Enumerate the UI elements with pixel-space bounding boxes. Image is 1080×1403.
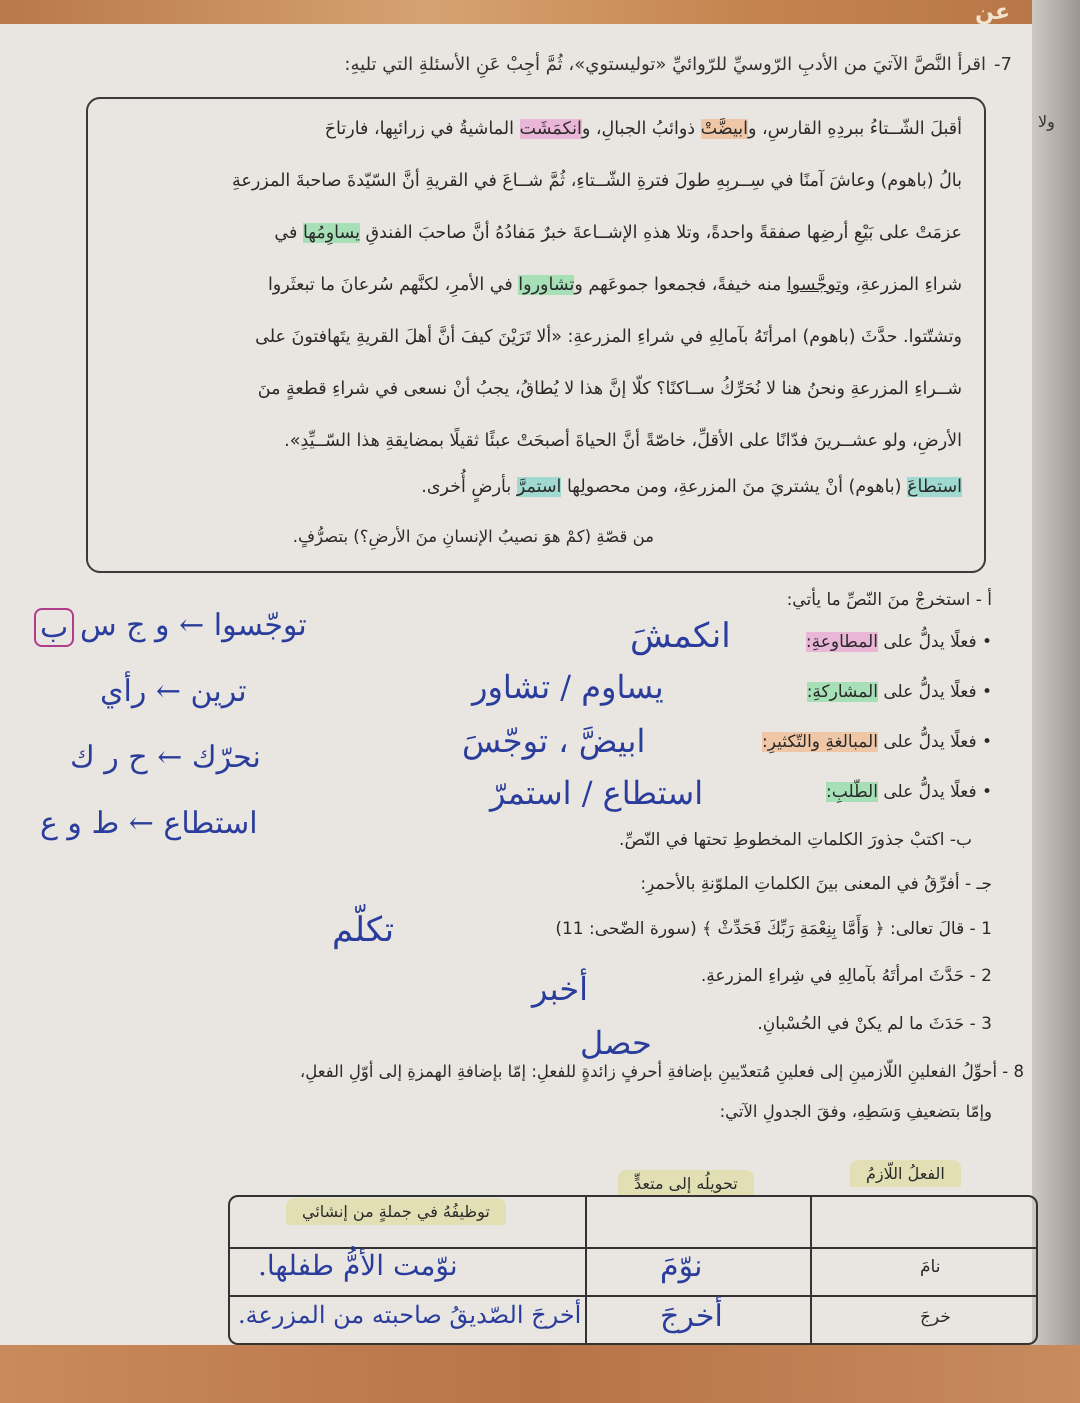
answer-b-4: استطاع ← ط و ع <box>40 806 258 841</box>
top-decorative-band <box>0 0 1080 24</box>
answer-c-3: حصل <box>580 1024 652 1062</box>
part-c-item-2: 2 - حَدَّثَ امرأتَهُ بآمالِهِ في شِراءِ المزرعةِ. <box>700 966 992 986</box>
part-a-key-4: الطّلبِ: <box>826 782 878 802</box>
table-divider <box>585 1197 587 1343</box>
part-a-prompt: أ - استخرجْ منَ النّصِّ ما يأتي: <box>786 590 992 610</box>
highlight-istataa: استطاعَ <box>907 477 962 497</box>
table-row-1-verb: نامَ <box>920 1257 941 1277</box>
part-a-item-2: • فعلًا يدلُّ على المشاركةِ: <box>806 682 992 702</box>
question-7-heading <box>344 54 1012 75</box>
answer-a-2: يساوم / تشاور <box>472 668 664 706</box>
passage-line-3: عزمَتْ على بَيْعِ أرضِها صفقةً واحدةً، وتلا هذهِ الإشــاعةَ خبرٌ مَفادُهُ أنَّ صاحبَ الفندقِ يساوِمُها في <box>274 223 962 243</box>
table-header-sentence: توظيفُهُ في جملةٍ من إنشائي <box>286 1198 506 1225</box>
reading-passage-box <box>86 97 986 573</box>
answer-b-block <box>34 608 74 647</box>
answer-a-4: استطاع / استمرّ <box>490 774 704 812</box>
table-header-transitive: تحويلُه إلى متعدٍّ <box>618 1170 754 1197</box>
part-b-tag: ب <box>34 608 74 647</box>
bottom-decorative-band <box>0 1345 1080 1403</box>
highlight-yusawimuha: يساوِمُها <box>302 223 360 243</box>
table-divider <box>230 1295 1036 1297</box>
answer-a-3: ابيضَّ ، توجّسَ <box>462 722 646 760</box>
table-row-2-verb: خرجَ <box>920 1307 951 1327</box>
passage-source: من قصّةِ (كمْ هوَ نصيبُ الإنسانِ منَ الأرضِ؟) بتصرُّفٍ. <box>292 527 654 546</box>
header-fragment: عن <box>975 0 1010 25</box>
part-a-item-4: • فعلًا يدلُّ على الطّلبِ: <box>826 782 992 802</box>
question-7-number: 7- <box>994 54 1012 75</box>
passage-line-1: أقبلَ الشّــتاءُ ببردِهِ القارسِ، وابيضَّتْ ذوائبُ الجبالِ، وانكمَشَت الماشيةُ في زرائبِها، فارتاحَ <box>324 119 962 139</box>
verb-transform-table <box>228 1195 1038 1345</box>
part-c-item-3: 3 - حَدَثَ ما لم يكنْ في الحُسْبانِ. <box>757 1014 992 1034</box>
passage-line-2: بالُ (باهوم) وعاشَ آمنًا في سِــربِهِ طولَ فترةِ الشّــتاءِ، ثُمَّ شــاعَ في القريةِ أنَّ السّيّدةَ صاحبةَ المزرعةِ <box>232 171 962 191</box>
table-row-1-sentence: نوّمت الأمُّ طفلها. <box>258 1249 458 1282</box>
passage-line-7: الأرضِ، ولو عشــرينَ فدّانًا على الأقلِّ، خاصّةً أنَّ الحياةَ أصبحَتْ عبئًا ثقيلًا بمضايقةِ هذا السّــيِّدِ». <box>284 431 962 451</box>
question-8-line-1: 8 - أحوِّلُ الفعلينِ اللّازمينِ إلى فعلينِ مُتعدّيينِ بإضافةِ أحرفٍ زائدةٍ للفعلِ: إمّا بإضافةِ الهمزةِ إلى أوّلِ الفعلِ، <box>299 1062 1024 1081</box>
highlight-ibyadda: ابيضَّتْ <box>700 119 749 139</box>
highlight-inkamashat: انكمَشَت <box>519 119 582 139</box>
passage-line-5: وتشتّتوا. حدَّثَ (باهوم) امرأتَهُ بآمالِهِ في شراءِ المزرعةِ: «ألا تَرَيْنَ كيفَ أنَّ أهلَ القريةِ يتَهافتونَ على <box>255 327 962 347</box>
adjacent-page-fragment: ولا <box>1038 112 1055 131</box>
answer-b-3: نحرّك ← ح ر ك <box>70 740 261 775</box>
part-a-item-3: • فعلًا يدلُّ على المبالغةِ والتّكثيرِ: <box>762 732 992 752</box>
table-divider <box>810 1197 812 1343</box>
answer-c-1: تكلّم <box>332 910 395 950</box>
highlight-tashawaru: تشاوروا <box>518 275 575 295</box>
passage-line-4: شراءِ المزرعةِ، وتوجَّسوا منه خيفةً، فجمعوا جموعَهم وتشاوروا في الأمرِ، لكنَّهم سُرعانَ ما تبعثَروا <box>267 275 962 295</box>
highlight-istamarra: استمرَّ <box>516 477 562 497</box>
part-a-item-1: • فعلًا يدلُّ على المطاوعةِ: <box>805 632 992 652</box>
part-a-key-3: المبالغةِ والتّكثيرِ: <box>762 732 878 752</box>
part-c-prompt: جـ - أفرِّقُ في المعنى بينَ الكلماتِ الملوّنةِ بالأحمرِ: <box>640 874 992 894</box>
table-header-verb: الفعلُ اللّازمُ <box>850 1160 961 1187</box>
answer-b-2: ترين ← رأي <box>100 674 247 709</box>
part-c-item-1: 1 - قالَ تعالى: ﴿ وَأَمَّا بِنِعْمَةِ رَبِّكَ فَحَدِّثْ ﴾ (سورة الضّحى: 11) <box>555 919 992 939</box>
part-b-prompt: ب- اكتبْ جذورَ الكلماتِ المخطوطِ تحتها في النّصِّ. <box>619 830 972 850</box>
question-7-text: اقرأ النَّصَّ الآتيَ من الأدبِ الرّوسيِّ للرّوائيِّ «توليستوي»، ثُمَّ أجِبْ عَنِ الأسئلةِ التي تليهِ: <box>344 54 987 75</box>
table-row-1-transitive: نوّمَ <box>660 1249 703 1284</box>
table-row-2-sentence: أخرجَ الصّديقُ صاحبته من المزرعة. <box>238 1301 582 1329</box>
adjacent-page-edge <box>1032 0 1080 1403</box>
passage-line-6: شــراءِ المزرعةِ ونحنُ هنا لا نُحَرِّكُ ســاكنًا؟ كلّا إنَّ هذا لا يُطاقُ، يجبُ أنْ نسعى في شراءِ قطعةٍ منَ <box>257 379 962 399</box>
textbook-page <box>20 22 1032 1350</box>
part-a-key-2: المشاركةِ: <box>806 682 878 702</box>
answer-a-1: انكمشَ <box>630 616 731 656</box>
answer-b-1: توجّسوا ← و ج س <box>80 608 307 643</box>
part-a-key-1: المطاوعةِ: <box>805 632 878 652</box>
table-row-2-transitive: أخرجَ <box>660 1299 723 1334</box>
underline-tawajjasu: توجَّسوا <box>786 275 842 295</box>
answer-c-2: أخبر <box>532 970 588 1008</box>
question-8-number: 8 - <box>1002 1062 1024 1081</box>
passage-line-8: استطاعَ (باهوم) أنْ يشتريَ منَ المزرعةِ، ومن محصولِها استمرَّ بأرضٍ أُخرى. <box>421 477 962 497</box>
question-8-line-2: وإمّا بتضعيفِ وَسَطِهِ، وفقَ الجدولِ الآتي: <box>719 1102 992 1121</box>
